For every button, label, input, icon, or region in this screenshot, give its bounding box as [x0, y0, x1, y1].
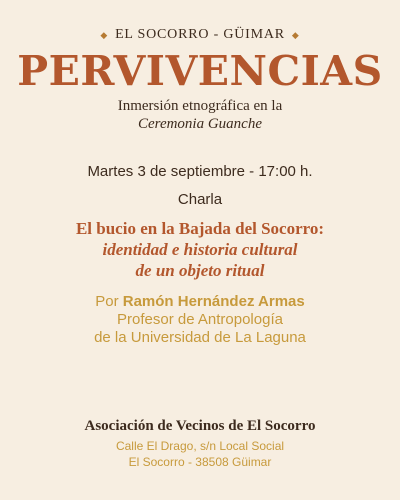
subtitle-line-1: Inmersión etnográfica en la [117, 98, 283, 114]
talk-title-line-3: de un objeto ritual [135, 261, 265, 280]
poster-title: PERVIVENCIAS [17, 47, 383, 95]
poster-subtitle [0, 97, 400, 133]
diamond-icon: ◆ [291, 29, 300, 40]
address-line-2: El Socorro - 38508 Güimar [128, 455, 272, 469]
organizer-address [0, 438, 400, 470]
address-line-1: Calle El Drago, s/n Local Social [115, 439, 285, 453]
speaker-prefix: Por [95, 293, 119, 310]
event-datetime: Martes 3 de septiembre - 17:00 h. [87, 163, 313, 180]
talk-title-line-2: identidad e historia cultural [102, 240, 298, 259]
speaker-role-line-1: Profesor de Antropología [117, 311, 283, 328]
location-label: EL SOCORRO - GÜIMAR [115, 27, 285, 42]
speaker-role-line-2: de la Universidad de La Laguna [94, 329, 306, 346]
location-line [0, 27, 400, 43]
speaker-line [0, 293, 400, 311]
talk-title [0, 218, 400, 281]
diamond-icon: ◆ [100, 29, 109, 40]
speaker-info [0, 293, 400, 347]
talk-title-line-1: El bucio en la Bajada del Socorro: [75, 219, 325, 238]
organizer-name: Asociación de Vecinos de El Socorro [84, 418, 316, 434]
speaker-name: Ramón Hernández Armas [122, 293, 305, 310]
event-type: Charla [177, 191, 223, 208]
subtitle-line-2: Ceremonia Guanche [138, 116, 262, 132]
